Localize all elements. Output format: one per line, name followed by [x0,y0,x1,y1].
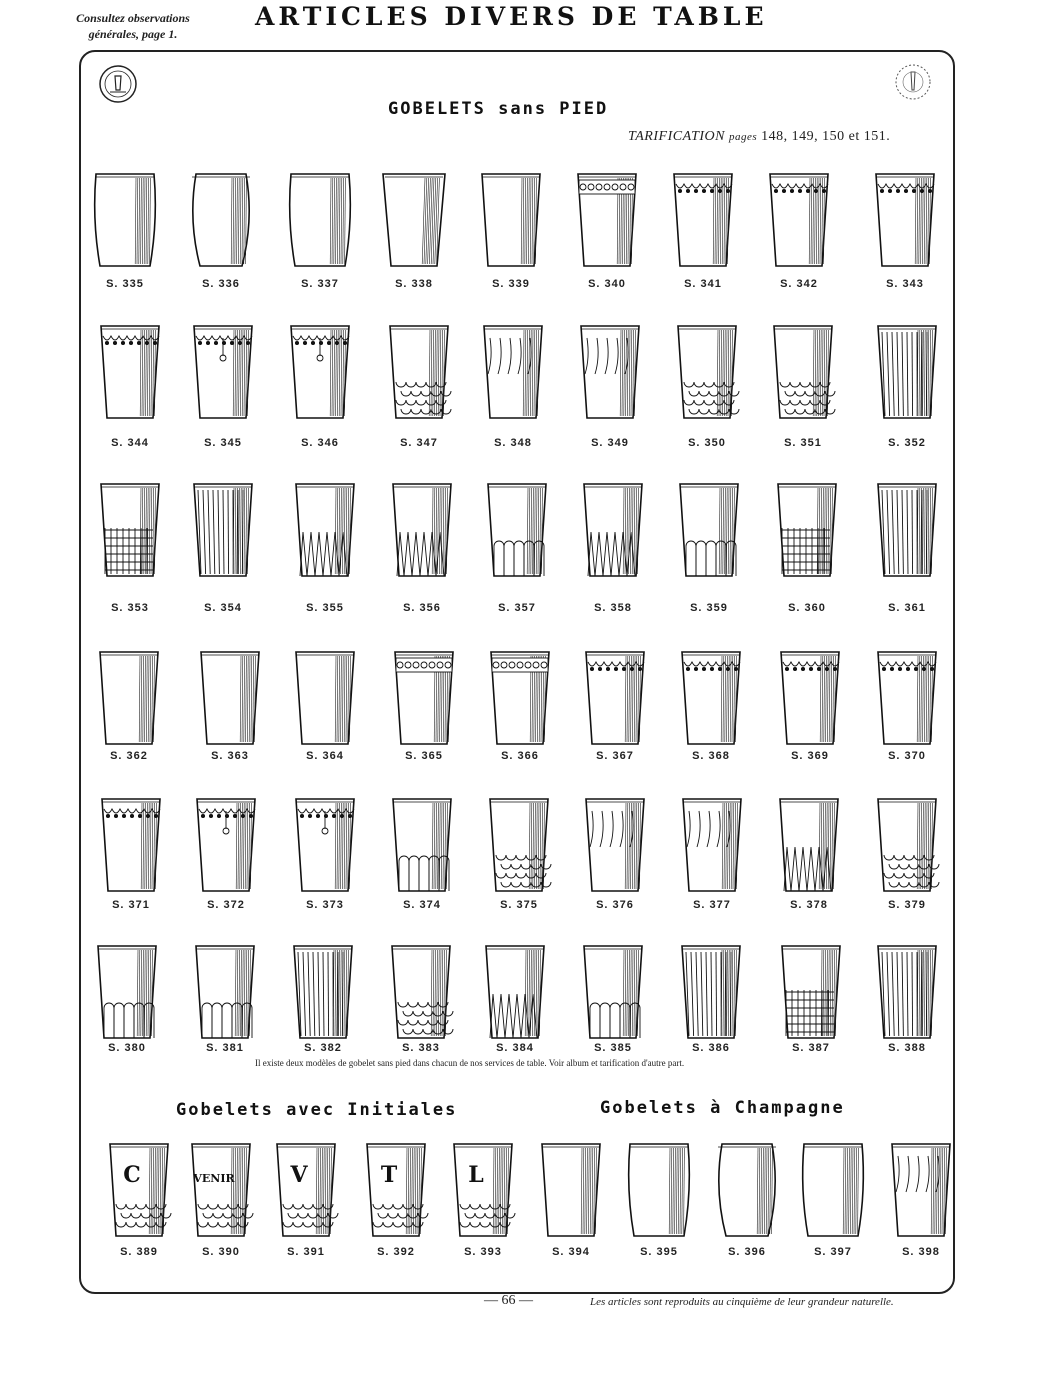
glass-item [387,480,467,620]
glass-code: S. 367 [596,750,634,762]
glass-item [387,795,467,935]
glass-illustration [484,795,554,895]
glass-illustration [536,1140,606,1240]
glass-item [186,170,266,310]
glass-item [478,322,558,462]
glass-item [285,322,365,462]
glass-item [872,648,952,788]
pricing-label: TARIFICATION [628,129,725,144]
glass-item [96,795,176,935]
maker-seal-icon [98,64,138,104]
footer-note: Les articles sont reproduits au cinquième de leur grandeur naturelle. [590,1296,894,1308]
glass-illustration [764,170,834,270]
glass-code: S. 341 [684,278,722,290]
glass-code: S. 391 [287,1246,325,1258]
glass-illustration [285,170,355,270]
glass-code: S. 392 [377,1246,415,1258]
page-title: ARTICLES DIVERS DE TABLE [255,2,768,31]
glass-code: S. 372 [207,899,245,911]
glass-illustration [624,1140,694,1240]
glass-code: S. 349 [591,437,629,449]
glass-illustration [676,648,746,748]
glass-illustration [285,322,355,422]
glass-code: S. 386 [692,1042,730,1054]
glass-illustration [572,170,642,270]
glass-illustration [290,648,360,748]
glass-code: S. 371 [112,899,150,911]
glass-code: S. 380 [108,1042,146,1054]
glass-illustration [872,648,942,748]
glass-item [580,795,660,935]
glass-code: S. 362 [110,750,148,762]
glass-illustration [872,942,942,1042]
glass-illustration [190,942,260,1042]
glass-code: S. 363 [211,750,249,762]
glass-illustration [476,170,546,270]
header-note-line2: générales, page 1. [88,27,178,41]
glass-illustration [191,795,261,895]
glass-code: S. 356 [403,602,441,614]
glass-item [448,1140,528,1280]
glass-illustration [768,322,838,422]
glass-code: S. 353 [111,602,149,614]
glass-item [872,942,952,1082]
glass-illustration [578,942,648,1042]
glass-item [191,795,271,935]
glass-illustration [872,322,942,422]
glass-initial-engraving: C [123,1162,141,1188]
glass-item [677,795,757,935]
glass-illustration [672,322,742,422]
glass-illustration [886,1140,956,1240]
glass-illustration [872,480,942,580]
glass-code: S. 351 [784,437,822,449]
glass-item [712,1140,792,1280]
glass-illustration [448,1140,518,1240]
glass-item [886,1140,966,1280]
glass-code: S. 337 [301,278,339,290]
glass-item [195,648,275,788]
glass-code: S. 352 [888,437,926,449]
glass-item [580,648,660,788]
glass-code: S. 368 [692,750,730,762]
glass-illustration [387,480,457,580]
glass-code: S. 364 [306,750,344,762]
glass-item [624,1140,704,1280]
glass-code: S. 366 [501,750,539,762]
glass-code: S. 336 [202,278,240,290]
glass-code: S. 390 [202,1246,240,1258]
section-title-gobelets: GOBELETS sans PIED [388,99,609,119]
glass-item [186,1140,266,1280]
glass-initial-engraving: V [290,1162,308,1188]
stamp-icon [893,62,933,102]
glass-illustration [387,795,457,895]
glass-illustration [95,480,165,580]
glass-illustration [775,648,845,748]
glass-illustration [712,1140,782,1240]
glass-code: S. 384 [496,1042,534,1054]
glass-illustration [798,1140,868,1240]
glass-item [188,322,268,462]
glass-item [775,648,855,788]
glass-code: S. 359 [690,602,728,614]
glass-illustration [580,648,650,748]
glass-code: S. 370 [888,750,926,762]
glass-illustration [668,170,738,270]
glass-item [361,1140,441,1280]
glass-code: S. 335 [106,278,144,290]
glass-code: S. 394 [552,1246,590,1258]
glass-code: S. 376 [596,899,634,911]
glass-illustration [290,480,360,580]
glass-code: S. 388 [888,1042,926,1054]
glass-item [572,170,652,310]
glass-code: S. 343 [886,278,924,290]
glass-code: S. 346 [301,437,339,449]
glass-code: S. 344 [111,437,149,449]
glass-illustration [96,795,166,895]
glass-item [668,170,748,310]
glass-illustration [389,648,459,748]
header-note-line1: Consultez observations [76,11,190,25]
glass-code: S. 375 [500,899,538,911]
glass-item [95,480,175,620]
glass-illustration [677,795,747,895]
glass-illustration [482,480,552,580]
glass-code: S. 357 [498,602,536,614]
glass-illustration [578,480,648,580]
glass-illustration [674,480,744,580]
glass-code: S. 389 [120,1246,158,1258]
glass-illustration [379,170,449,270]
glass-illustration [676,942,746,1042]
glass-item [290,795,370,935]
glass-code: S. 378 [790,899,828,911]
glass-item [379,170,459,310]
glass-illustration [188,480,258,580]
glass-illustration [575,322,645,422]
glass-item [872,480,952,620]
page-number: — 66 — [484,1293,533,1308]
glass-code: S. 374 [403,899,441,911]
glass-initial-engraving: L [468,1162,484,1188]
glass-item [575,322,655,462]
glass-illustration [870,170,940,270]
glass-illustration [386,942,456,1042]
glass-item [872,322,952,462]
glass-illustration [271,1140,341,1240]
glass-item [389,648,469,788]
glass-illustration [288,942,358,1042]
glass-illustration [104,1140,174,1240]
glass-code: S. 350 [688,437,726,449]
glass-item [95,322,175,462]
glass-code: S. 354 [204,602,242,614]
glass-code: S. 377 [693,899,731,911]
glass-illustration [478,322,548,422]
glass-code: S. 395 [640,1246,678,1258]
glass-item [94,648,174,788]
glass-item [384,322,464,462]
glass-item [870,170,950,310]
glass-illustration [772,480,842,580]
glass-code: S. 342 [780,278,818,290]
glass-item [188,480,268,620]
glass-item [271,1140,351,1280]
glass-illustration [94,648,164,748]
glass-item [484,795,564,935]
glass-code: S. 355 [306,602,344,614]
glass-code: S. 347 [400,437,438,449]
glass-item [476,170,556,310]
glass-code: S. 358 [594,602,632,614]
glass-illustration [195,648,265,748]
glass-code: S. 397 [814,1246,852,1258]
pricing-reference [628,129,890,145]
glass-code: S. 361 [888,602,926,614]
glass-item [774,795,854,935]
glass-code: S. 381 [206,1042,244,1054]
glass-code: S. 339 [492,278,530,290]
glass-illustration [480,942,550,1042]
glass-item [772,480,852,620]
glass-item [536,1140,616,1280]
glass-illustration [186,1140,256,1240]
glass-code: S. 369 [791,750,829,762]
glass-code: S. 387 [792,1042,830,1054]
glass-item [90,170,170,310]
glass-code: S. 383 [402,1042,440,1054]
glass-illustration [384,322,454,422]
glass-item [578,480,658,620]
header-note [58,10,208,42]
glass-code: S. 373 [306,899,344,911]
glass-code: S. 382 [304,1042,342,1054]
glass-illustration [774,795,844,895]
glass-item [290,648,370,788]
models-note: Il existe deux modèles de gobelet sans pied dans chacun de nos services de table. Voir album et tarification d'autre part. [255,1058,685,1068]
glass-code: S. 393 [464,1246,502,1258]
glass-illustration [290,795,360,895]
glass-item [764,170,844,310]
glass-item [485,648,565,788]
glass-initial-engraving: T [380,1162,398,1188]
glass-illustration [188,322,258,422]
glass-item [285,170,365,310]
pricing-pages-word: pages [729,131,758,143]
glass-item [672,322,752,462]
glass-code: S. 396 [728,1246,766,1258]
glass-initial-engraving: VENIR [193,1172,235,1185]
glass-illustration [90,170,160,270]
glass-code: S. 360 [788,602,826,614]
glass-item [104,1140,184,1280]
glass-code: S. 338 [395,278,433,290]
glass-illustration [92,942,162,1042]
glass-item [290,480,370,620]
glass-item [798,1140,878,1280]
glass-illustration [580,795,650,895]
glass-illustration [872,795,942,895]
pricing-pages: 148, 149, 150 et 151. [761,129,891,144]
glass-item [768,322,848,462]
section-title-initials: Gobelets avec Initiales [176,1100,458,1120]
glass-item [482,480,562,620]
glass-item [676,648,756,788]
glass-code: S. 348 [494,437,532,449]
glass-code: S. 385 [594,1042,632,1054]
glass-code: S. 379 [888,899,926,911]
glass-illustration [776,942,846,1042]
section-title-champagne: Gobelets à Champagne [600,1098,845,1118]
glass-code: S. 365 [405,750,443,762]
glass-item [92,942,172,1082]
glass-item [872,795,952,935]
glass-code: S. 345 [204,437,242,449]
glass-code: S. 340 [588,278,626,290]
glass-item [674,480,754,620]
glass-illustration [95,322,165,422]
glass-code: S. 398 [902,1246,940,1258]
glass-illustration [361,1140,431,1240]
glass-illustration [186,170,256,270]
glass-illustration [485,648,555,748]
